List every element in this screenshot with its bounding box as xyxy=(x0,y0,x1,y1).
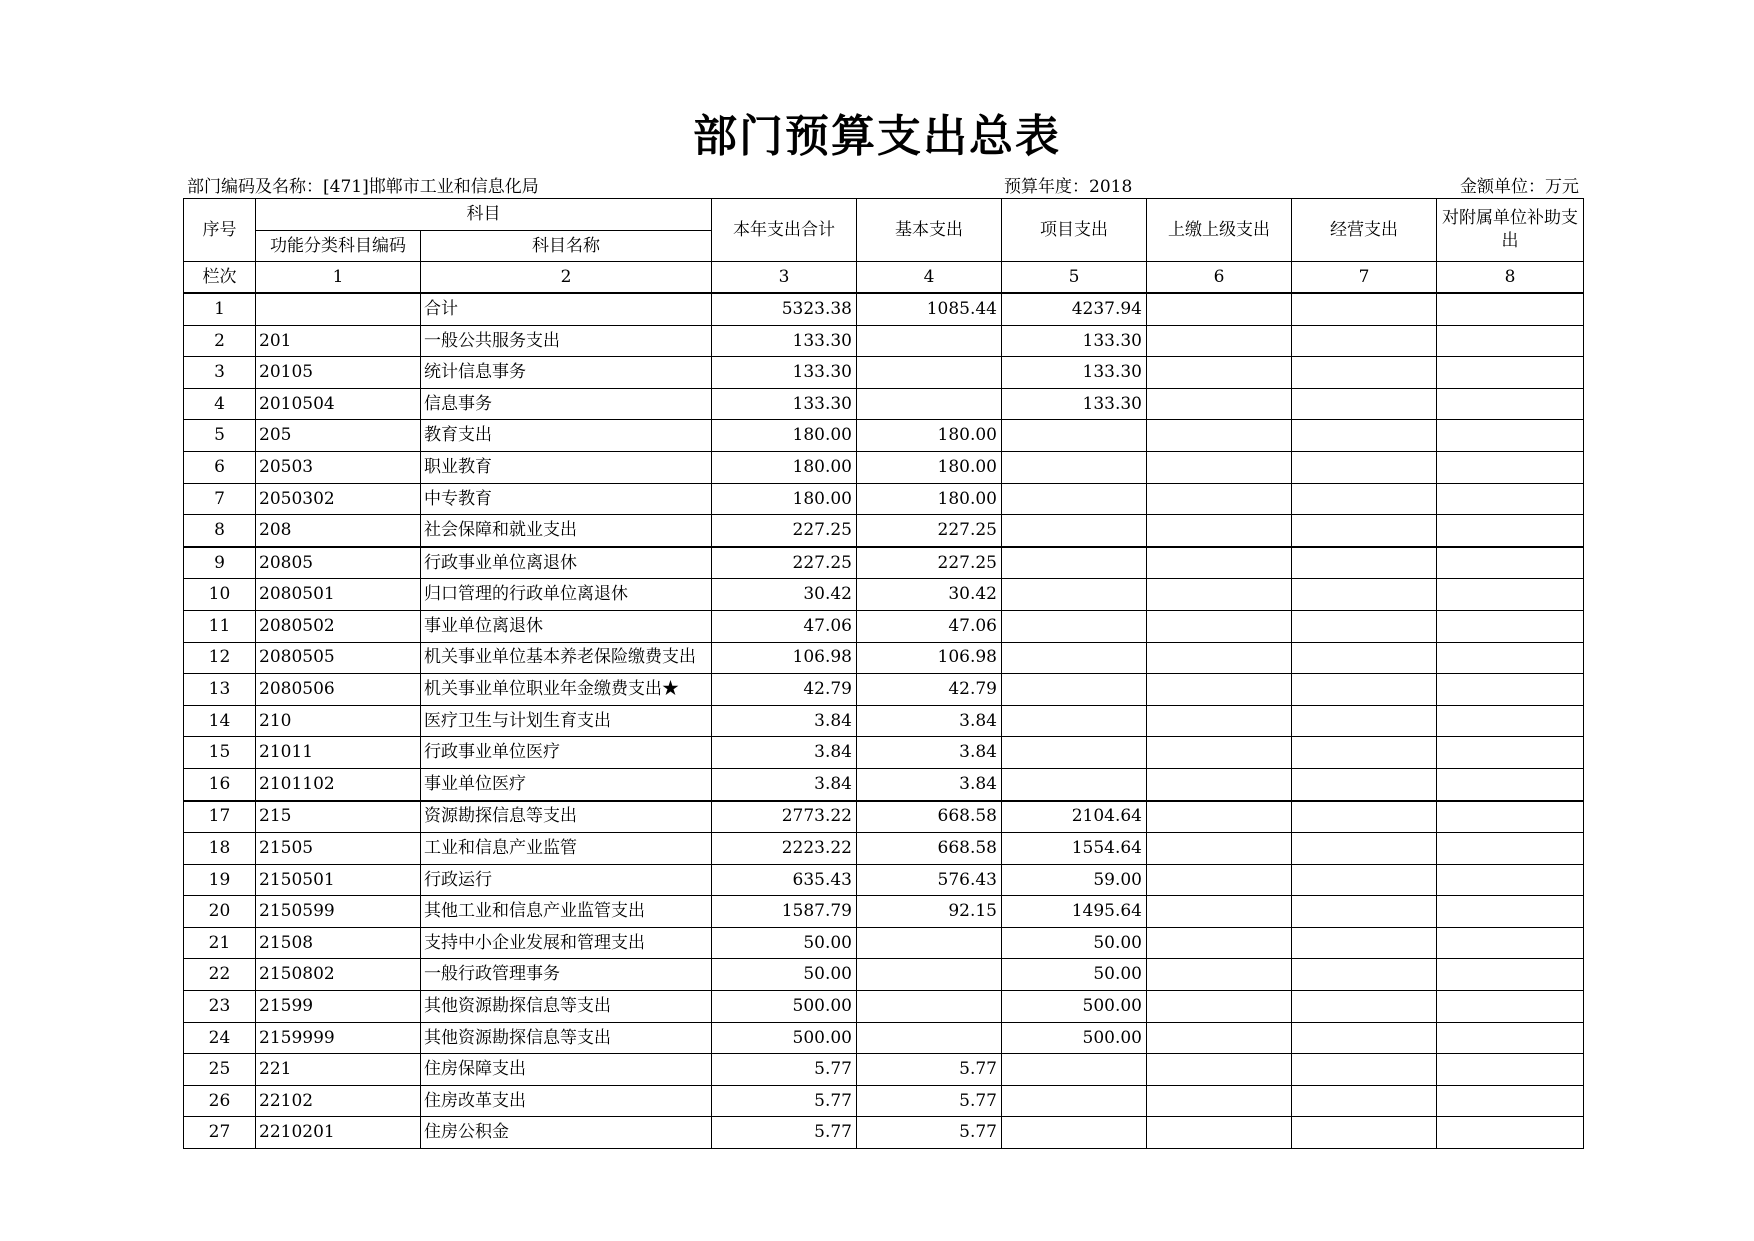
row-name: 机关事业单位职业年金缴费支出★ xyxy=(421,674,712,706)
row-project xyxy=(1002,768,1147,800)
col-num: 3 xyxy=(712,262,857,294)
col-num: 1 xyxy=(256,262,421,294)
row-business xyxy=(1292,451,1437,483)
row-subsidy xyxy=(1437,896,1584,928)
row-subsidy xyxy=(1437,293,1584,325)
row-name: 其他工业和信息产业监管支出 xyxy=(421,896,712,928)
row-project: 4237.94 xyxy=(1002,293,1147,325)
row-name: 统计信息事务 xyxy=(421,357,712,389)
row-seq: 22 xyxy=(184,959,256,991)
row-project xyxy=(1002,1085,1147,1117)
row-subsidy xyxy=(1437,1085,1584,1117)
row-business xyxy=(1292,610,1437,642)
row-seq: 14 xyxy=(184,705,256,737)
row-total: 3.84 xyxy=(712,768,857,800)
row-project xyxy=(1002,1117,1147,1149)
row-name: 工业和信息产业监管 xyxy=(421,833,712,865)
row-project xyxy=(1002,579,1147,611)
row-superior xyxy=(1147,991,1292,1023)
row-project: 133.30 xyxy=(1002,388,1147,420)
row-code: 2159999 xyxy=(256,1022,421,1054)
row-subsidy xyxy=(1437,610,1584,642)
table-row xyxy=(184,451,1584,483)
table-row xyxy=(184,579,1584,611)
row-basic: 576.43 xyxy=(857,864,1002,896)
row-seq: 26 xyxy=(184,1085,256,1117)
row-business xyxy=(1292,927,1437,959)
budget-year-label: 预算年度：2018 xyxy=(1004,177,1133,197)
row-code: 205 xyxy=(256,420,421,452)
row-total: 50.00 xyxy=(712,927,857,959)
row-business xyxy=(1292,388,1437,420)
row-name: 职业教育 xyxy=(421,451,712,483)
row-seq: 15 xyxy=(184,737,256,769)
row-name: 住房保障支出 xyxy=(421,1054,712,1086)
row-total: 133.30 xyxy=(712,357,857,389)
row-project: 50.00 xyxy=(1002,927,1147,959)
row-superior xyxy=(1147,1054,1292,1086)
table-row xyxy=(184,293,1584,325)
row-name: 资源勘探信息等支出 xyxy=(421,801,712,833)
row-basic xyxy=(857,959,1002,991)
row-code: 20805 xyxy=(256,547,421,579)
row-seq: 4 xyxy=(184,388,256,420)
row-project: 50.00 xyxy=(1002,959,1147,991)
row-subsidy xyxy=(1437,801,1584,833)
row-basic: 3.84 xyxy=(857,705,1002,737)
row-total: 133.30 xyxy=(712,388,857,420)
row-code: 2150599 xyxy=(256,896,421,928)
row-code: 210 xyxy=(256,705,421,737)
row-business xyxy=(1292,1117,1437,1149)
row-total: 1587.79 xyxy=(712,896,857,928)
row-business xyxy=(1292,642,1437,674)
row-subsidy xyxy=(1437,991,1584,1023)
row-code: 21508 xyxy=(256,927,421,959)
row-code: 2150802 xyxy=(256,959,421,991)
row-project: 2104.64 xyxy=(1002,801,1147,833)
row-business xyxy=(1292,864,1437,896)
row-superior xyxy=(1147,705,1292,737)
row-project xyxy=(1002,610,1147,642)
row-business xyxy=(1292,833,1437,865)
row-code: 2150501 xyxy=(256,864,421,896)
row-total: 180.00 xyxy=(712,483,857,515)
row-superior xyxy=(1147,737,1292,769)
row-code: 215 xyxy=(256,801,421,833)
row-superior xyxy=(1147,579,1292,611)
row-business xyxy=(1292,674,1437,706)
row-superior xyxy=(1147,325,1292,357)
row-superior xyxy=(1147,959,1292,991)
row-business xyxy=(1292,1054,1437,1086)
row-business xyxy=(1292,325,1437,357)
row-code: 2010504 xyxy=(256,388,421,420)
row-total: 30.42 xyxy=(712,579,857,611)
row-subsidy xyxy=(1437,927,1584,959)
row-code: 2210201 xyxy=(256,1117,421,1149)
row-seq: 24 xyxy=(184,1022,256,1054)
row-subsidy xyxy=(1437,705,1584,737)
row-project xyxy=(1002,705,1147,737)
row-seq: 7 xyxy=(184,483,256,515)
row-business xyxy=(1292,991,1437,1023)
row-basic: 180.00 xyxy=(857,420,1002,452)
row-total: 3.84 xyxy=(712,737,857,769)
row-total: 5323.38 xyxy=(712,293,857,325)
table-row xyxy=(184,357,1584,389)
row-project xyxy=(1002,451,1147,483)
col-num: 4 xyxy=(857,262,1002,294)
table-row xyxy=(184,1085,1584,1117)
row-business xyxy=(1292,705,1437,737)
row-subsidy xyxy=(1437,1022,1584,1054)
table-row xyxy=(184,896,1584,928)
row-name: 教育支出 xyxy=(421,420,712,452)
row-code: 2080506 xyxy=(256,674,421,706)
table-row xyxy=(184,642,1584,674)
row-total: 50.00 xyxy=(712,959,857,991)
row-superior xyxy=(1147,833,1292,865)
row-total: 227.25 xyxy=(712,515,857,547)
row-basic xyxy=(857,991,1002,1023)
row-code: 208 xyxy=(256,515,421,547)
row-superior xyxy=(1147,610,1292,642)
header-name: 科目名称 xyxy=(421,231,712,262)
row-basic: 30.42 xyxy=(857,579,1002,611)
row-basic xyxy=(857,325,1002,357)
row-total: 5.77 xyxy=(712,1117,857,1149)
table-row xyxy=(184,737,1584,769)
row-business xyxy=(1292,357,1437,389)
table-row xyxy=(184,833,1584,865)
row-project xyxy=(1002,1054,1147,1086)
row-subsidy xyxy=(1437,768,1584,800)
row-superior xyxy=(1147,896,1292,928)
row-name: 医疗卫生与计划生育支出 xyxy=(421,705,712,737)
header-col-label: 栏次 xyxy=(184,262,256,294)
row-project: 1495.64 xyxy=(1002,896,1147,928)
row-total: 2223.22 xyxy=(712,833,857,865)
header-basic: 基本支出 xyxy=(857,199,1002,262)
row-business xyxy=(1292,483,1437,515)
row-subsidy xyxy=(1437,737,1584,769)
header-project: 项目支出 xyxy=(1002,199,1147,262)
row-basic: 668.58 xyxy=(857,833,1002,865)
row-subsidy xyxy=(1437,388,1584,420)
row-seq: 9 xyxy=(184,547,256,579)
row-project: 133.30 xyxy=(1002,357,1147,389)
row-basic: 5.77 xyxy=(857,1117,1002,1149)
row-subsidy xyxy=(1437,959,1584,991)
row-code: 201 xyxy=(256,325,421,357)
table-row xyxy=(184,1022,1584,1054)
row-superior xyxy=(1147,1085,1292,1117)
table-row xyxy=(184,547,1584,579)
row-superior xyxy=(1147,1022,1292,1054)
row-name: 其他资源勘探信息等支出 xyxy=(421,1022,712,1054)
row-seq: 25 xyxy=(184,1054,256,1086)
row-superior xyxy=(1147,515,1292,547)
row-total: 106.98 xyxy=(712,642,857,674)
row-project: 133.30 xyxy=(1002,325,1147,357)
row-name: 事业单位离退休 xyxy=(421,610,712,642)
row-basic xyxy=(857,1022,1002,1054)
row-subsidy xyxy=(1437,325,1584,357)
row-total: 180.00 xyxy=(712,451,857,483)
row-superior xyxy=(1147,1117,1292,1149)
row-seq: 12 xyxy=(184,642,256,674)
row-subsidy xyxy=(1437,1054,1584,1086)
table-row xyxy=(184,801,1584,833)
row-subsidy xyxy=(1437,864,1584,896)
row-project xyxy=(1002,674,1147,706)
row-name: 一般行政管理事务 xyxy=(421,959,712,991)
dept-label: 部门编码及名称：[471]邯郸市工业和信息化局 xyxy=(187,177,539,197)
row-superior xyxy=(1147,451,1292,483)
row-total: 500.00 xyxy=(712,1022,857,1054)
header-business: 经营支出 xyxy=(1292,199,1437,262)
row-subsidy xyxy=(1437,547,1584,579)
row-basic: 180.00 xyxy=(857,451,1002,483)
row-name: 合计 xyxy=(421,293,712,325)
row-project xyxy=(1002,483,1147,515)
row-name: 支持中小企业发展和管理支出 xyxy=(421,927,712,959)
header-subsidy: 对附属单位补助支出 xyxy=(1437,199,1584,262)
row-name: 其他资源勘探信息等支出 xyxy=(421,991,712,1023)
table-row xyxy=(184,768,1584,800)
amount-unit-label: 金额单位：万元 xyxy=(1460,177,1579,197)
row-business xyxy=(1292,579,1437,611)
row-superior xyxy=(1147,864,1292,896)
row-basic: 92.15 xyxy=(857,896,1002,928)
page-title: 部门预算支出总表 xyxy=(693,111,1061,162)
row-basic: 5.77 xyxy=(857,1054,1002,1086)
row-basic: 3.84 xyxy=(857,737,1002,769)
row-basic xyxy=(857,927,1002,959)
table-row xyxy=(184,388,1584,420)
row-business xyxy=(1292,547,1437,579)
row-superior xyxy=(1147,927,1292,959)
row-seq: 23 xyxy=(184,991,256,1023)
row-subsidy xyxy=(1437,579,1584,611)
header-superior: 上缴上级支出 xyxy=(1147,199,1292,262)
table-row xyxy=(184,927,1584,959)
col-num: 5 xyxy=(1002,262,1147,294)
row-business xyxy=(1292,737,1437,769)
row-code: 22102 xyxy=(256,1085,421,1117)
row-name: 归口管理的行政单位离退休 xyxy=(421,579,712,611)
budget-table xyxy=(183,198,1584,1149)
row-superior xyxy=(1147,420,1292,452)
row-code: 2080501 xyxy=(256,579,421,611)
row-basic: 180.00 xyxy=(857,483,1002,515)
table-row xyxy=(184,991,1584,1023)
row-name: 住房改革支出 xyxy=(421,1085,712,1117)
table-row xyxy=(184,1054,1584,1086)
row-project xyxy=(1002,420,1147,452)
row-basic: 227.25 xyxy=(857,547,1002,579)
row-seq: 5 xyxy=(184,420,256,452)
row-basic: 106.98 xyxy=(857,642,1002,674)
row-name: 一般公共服务支出 xyxy=(421,325,712,357)
row-superior xyxy=(1147,357,1292,389)
row-business xyxy=(1292,515,1437,547)
row-subsidy xyxy=(1437,674,1584,706)
row-code: 21011 xyxy=(256,737,421,769)
col-num: 8 xyxy=(1437,262,1584,294)
row-total: 47.06 xyxy=(712,610,857,642)
row-superior xyxy=(1147,547,1292,579)
row-business xyxy=(1292,420,1437,452)
row-basic: 1085.44 xyxy=(857,293,1002,325)
row-superior xyxy=(1147,483,1292,515)
table-row xyxy=(184,515,1584,547)
row-subsidy xyxy=(1437,357,1584,389)
row-seq: 2 xyxy=(184,325,256,357)
row-basic: 227.25 xyxy=(857,515,1002,547)
row-seq: 1 xyxy=(184,293,256,325)
row-code: 2080502 xyxy=(256,610,421,642)
table-row xyxy=(184,959,1584,991)
row-name: 事业单位医疗 xyxy=(421,768,712,800)
header-seq: 序号 xyxy=(184,199,256,262)
row-total: 133.30 xyxy=(712,325,857,357)
row-total: 500.00 xyxy=(712,991,857,1023)
row-name: 中专教育 xyxy=(421,483,712,515)
row-name: 行政事业单位医疗 xyxy=(421,737,712,769)
row-basic: 668.58 xyxy=(857,801,1002,833)
row-total: 5.77 xyxy=(712,1054,857,1086)
row-total: 227.25 xyxy=(712,547,857,579)
header-code: 功能分类科目编码 xyxy=(256,231,421,262)
row-business xyxy=(1292,896,1437,928)
row-name: 社会保障和就业支出 xyxy=(421,515,712,547)
row-basic: 42.79 xyxy=(857,674,1002,706)
row-seq: 21 xyxy=(184,927,256,959)
row-basic: 3.84 xyxy=(857,768,1002,800)
row-superior xyxy=(1147,642,1292,674)
header-total: 本年支出合计 xyxy=(712,199,857,262)
row-project: 500.00 xyxy=(1002,1022,1147,1054)
row-superior xyxy=(1147,388,1292,420)
row-project: 59.00 xyxy=(1002,864,1147,896)
row-superior xyxy=(1147,801,1292,833)
row-seq: 3 xyxy=(184,357,256,389)
row-seq: 13 xyxy=(184,674,256,706)
row-code: 2080505 xyxy=(256,642,421,674)
row-total: 2773.22 xyxy=(712,801,857,833)
row-code xyxy=(256,293,421,325)
row-seq: 16 xyxy=(184,768,256,800)
row-total: 5.77 xyxy=(712,1085,857,1117)
row-subsidy xyxy=(1437,515,1584,547)
row-name: 信息事务 xyxy=(421,388,712,420)
table-row xyxy=(184,705,1584,737)
row-subsidy xyxy=(1437,420,1584,452)
row-superior xyxy=(1147,674,1292,706)
row-seq: 11 xyxy=(184,610,256,642)
table-row xyxy=(184,325,1584,357)
row-subsidy xyxy=(1437,451,1584,483)
table-row xyxy=(184,420,1584,452)
row-business xyxy=(1292,1085,1437,1117)
row-seq: 27 xyxy=(184,1117,256,1149)
row-seq: 20 xyxy=(184,896,256,928)
header-subject: 科目 xyxy=(256,199,712,231)
row-total: 180.00 xyxy=(712,420,857,452)
row-seq: 18 xyxy=(184,833,256,865)
row-code: 21505 xyxy=(256,833,421,865)
row-name: 住房公积金 xyxy=(421,1117,712,1149)
table-row xyxy=(184,610,1584,642)
row-subsidy xyxy=(1437,483,1584,515)
col-num: 6 xyxy=(1147,262,1292,294)
row-basic xyxy=(857,388,1002,420)
row-seq: 10 xyxy=(184,579,256,611)
row-seq: 19 xyxy=(184,864,256,896)
row-subsidy xyxy=(1437,833,1584,865)
row-subsidy xyxy=(1437,642,1584,674)
row-total: 42.79 xyxy=(712,674,857,706)
row-code: 20105 xyxy=(256,357,421,389)
row-business xyxy=(1292,293,1437,325)
row-code: 21599 xyxy=(256,991,421,1023)
row-basic xyxy=(857,357,1002,389)
col-num: 7 xyxy=(1292,262,1437,294)
row-business xyxy=(1292,1022,1437,1054)
row-business xyxy=(1292,768,1437,800)
row-superior xyxy=(1147,768,1292,800)
row-seq: 6 xyxy=(184,451,256,483)
row-name: 机关事业单位基本养老保险缴费支出 xyxy=(421,642,712,674)
row-project xyxy=(1002,547,1147,579)
row-name: 行政运行 xyxy=(421,864,712,896)
row-seq: 17 xyxy=(184,801,256,833)
row-project xyxy=(1002,642,1147,674)
table-row xyxy=(184,483,1584,515)
row-project: 1554.64 xyxy=(1002,833,1147,865)
row-project xyxy=(1002,515,1147,547)
row-seq: 8 xyxy=(184,515,256,547)
table-row xyxy=(184,864,1584,896)
row-total: 3.84 xyxy=(712,705,857,737)
row-code: 2050302 xyxy=(256,483,421,515)
col-num: 2 xyxy=(421,262,712,294)
row-project: 500.00 xyxy=(1002,991,1147,1023)
row-code: 221 xyxy=(256,1054,421,1086)
row-project xyxy=(1002,737,1147,769)
row-subsidy xyxy=(1437,1117,1584,1149)
table-row xyxy=(184,1117,1584,1149)
row-business xyxy=(1292,801,1437,833)
row-code: 20503 xyxy=(256,451,421,483)
table-row xyxy=(184,674,1584,706)
row-total: 635.43 xyxy=(712,864,857,896)
row-basic: 5.77 xyxy=(857,1085,1002,1117)
row-code: 2101102 xyxy=(256,768,421,800)
row-business xyxy=(1292,959,1437,991)
row-basic: 47.06 xyxy=(857,610,1002,642)
row-superior xyxy=(1147,293,1292,325)
row-name: 行政事业单位离退休 xyxy=(421,547,712,579)
